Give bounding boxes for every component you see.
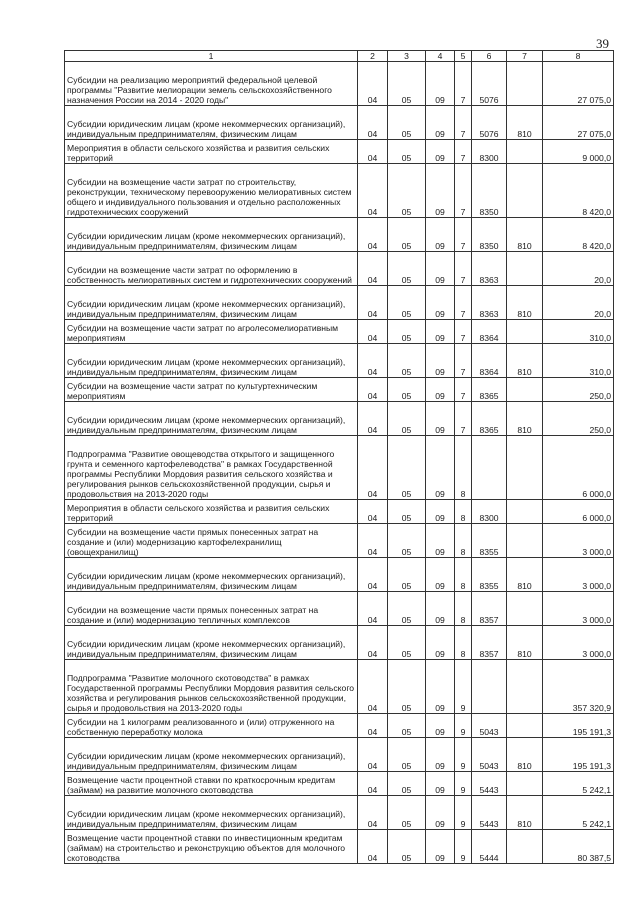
code-cell: 04 bbox=[358, 218, 388, 252]
code-cell: 05 bbox=[388, 524, 426, 558]
code-cell: 04 bbox=[358, 106, 388, 140]
code-cell: 8357 bbox=[472, 592, 507, 626]
code-cell: 04 bbox=[358, 378, 388, 402]
code-cell: 04 bbox=[358, 286, 388, 320]
code-cell: 7 bbox=[455, 252, 472, 286]
code-cell: 09 bbox=[426, 402, 455, 436]
row-name-cell: Мероприятия в области сельского хозяйства и развития сельских территорий bbox=[65, 140, 358, 164]
code-cell: 05 bbox=[388, 344, 426, 378]
table-row bbox=[65, 714, 614, 738]
amount-cell: 310,0 bbox=[543, 320, 614, 344]
code-cell: 7 bbox=[455, 378, 472, 402]
code-cell: 04 bbox=[358, 402, 388, 436]
code-cell: 810 bbox=[507, 796, 543, 830]
table-row bbox=[65, 320, 614, 344]
code-cell bbox=[507, 436, 543, 500]
code-cell: 04 bbox=[358, 500, 388, 524]
code-cell: 04 bbox=[358, 714, 388, 738]
code-cell: 04 bbox=[358, 830, 388, 864]
code-cell: 05 bbox=[388, 402, 426, 436]
code-cell: 05 bbox=[388, 252, 426, 286]
code-cell: 8363 bbox=[472, 252, 507, 286]
code-cell: 09 bbox=[426, 436, 455, 500]
code-cell: 8364 bbox=[472, 344, 507, 378]
code-cell: 9 bbox=[455, 772, 472, 796]
row-name-cell: Субсидии на возмещение части затрат по оформлению в собственность мелиоративных систем и гидротехнических сооружений bbox=[65, 252, 358, 286]
code-cell: 5443 bbox=[472, 796, 507, 830]
code-cell bbox=[507, 500, 543, 524]
row-name-cell: Субсидии юридическим лицам (кроме некоммерческих организаций), индивидуальным предпринимателям, физическим лицам bbox=[65, 218, 358, 252]
code-cell: 04 bbox=[358, 320, 388, 344]
row-name-cell: Субсидии юридическим лицам (кроме некоммерческих организаций), индивидуальным предпринимателям, физическим лицам bbox=[65, 286, 358, 320]
code-cell: 8350 bbox=[472, 218, 507, 252]
code-cell: 05 bbox=[388, 796, 426, 830]
table-row bbox=[65, 592, 614, 626]
code-cell bbox=[507, 830, 543, 864]
code-cell: 09 bbox=[426, 218, 455, 252]
code-cell: 04 bbox=[358, 252, 388, 286]
code-cell: 05 bbox=[388, 286, 426, 320]
code-cell bbox=[507, 140, 543, 164]
code-cell bbox=[507, 252, 543, 286]
code-cell: 8 bbox=[455, 592, 472, 626]
code-cell: 09 bbox=[426, 592, 455, 626]
amount-cell: 27 075,0 bbox=[543, 106, 614, 140]
table-row bbox=[65, 830, 614, 864]
code-cell: 05 bbox=[388, 320, 426, 344]
amount-cell: 3 000,0 bbox=[543, 558, 614, 592]
code-cell: 8357 bbox=[472, 626, 507, 660]
table-row bbox=[65, 660, 614, 714]
code-cell: 7 bbox=[455, 402, 472, 436]
row-name-cell: Субсидии на возмещение части затрат по строительству, реконструкции, техническому перевооружению мелиоративных систем общего и индивидуального пользования и отдельно расположенных гидротехнических сооружений bbox=[65, 164, 358, 218]
table-row bbox=[65, 164, 614, 218]
code-cell: 8364 bbox=[472, 320, 507, 344]
code-cell: 09 bbox=[426, 62, 455, 106]
table-row bbox=[65, 436, 614, 500]
table-row bbox=[65, 524, 614, 558]
code-cell: 05 bbox=[388, 164, 426, 218]
column-header: 6 bbox=[472, 51, 507, 62]
code-cell: 5444 bbox=[472, 830, 507, 864]
code-cell: 05 bbox=[388, 714, 426, 738]
row-name-cell: Субсидии юридическим лицам (кроме некоммерческих организаций), индивидуальным предпринимателям, физическим лицам bbox=[65, 558, 358, 592]
code-cell: 04 bbox=[358, 626, 388, 660]
page-number: 39 bbox=[596, 36, 609, 51]
code-cell: 09 bbox=[426, 558, 455, 592]
row-name-cell: Возмещение части процентной ставки по инвестиционным кредитам (займам) на строительство и реконструкцию объектов для молочного скотоводства bbox=[65, 830, 358, 864]
code-cell: 04 bbox=[358, 592, 388, 626]
code-cell bbox=[507, 592, 543, 626]
code-cell: 810 bbox=[507, 402, 543, 436]
row-name-cell: Субсидии юридическим лицам (кроме некоммерческих организаций), индивидуальным предпринимателям, физическим лицам bbox=[65, 106, 358, 140]
code-cell: 04 bbox=[358, 660, 388, 714]
code-cell: 05 bbox=[388, 738, 426, 772]
code-cell: 7 bbox=[455, 286, 472, 320]
code-cell: 05 bbox=[388, 558, 426, 592]
code-cell: 7 bbox=[455, 106, 472, 140]
amount-cell: 3 000,0 bbox=[543, 592, 614, 626]
code-cell: 09 bbox=[426, 500, 455, 524]
code-cell: 7 bbox=[455, 218, 472, 252]
amount-cell: 9 000,0 bbox=[543, 140, 614, 164]
amount-cell: 3 000,0 bbox=[543, 524, 614, 558]
row-name-cell: Подпрограмма "Развитие овощеводства открытого и защищенного грунта и семенного картофелеводства" в рамках Государственной программы Республики Мордовия развития сельского хозяйства и регулирования рынков сельскохозяйственной продукции, сырья и продовольствия на 2013-2020 годы bbox=[65, 436, 358, 500]
code-cell bbox=[507, 524, 543, 558]
code-cell: 09 bbox=[426, 772, 455, 796]
code-cell: 7 bbox=[455, 344, 472, 378]
code-cell: 04 bbox=[358, 558, 388, 592]
row-name-cell: Субсидии на реализацию мероприятий федеральной целевой программы "Развитие мелиорации земель сельскохозяйственного назначения России на 2014 - 2020 годы" bbox=[65, 62, 358, 106]
amount-cell: 27 075,0 bbox=[543, 62, 614, 106]
table-row bbox=[65, 140, 614, 164]
row-name-cell: Субсидии юридическим лицам (кроме некоммерческих организаций), индивидуальным предпринимателям, физическим лицам bbox=[65, 402, 358, 436]
code-cell: 5443 bbox=[472, 772, 507, 796]
code-cell: 05 bbox=[388, 830, 426, 864]
amount-cell: 6 000,0 bbox=[543, 500, 614, 524]
column-header: 8 bbox=[543, 51, 614, 62]
code-cell: 7 bbox=[455, 320, 472, 344]
code-cell: 05 bbox=[388, 106, 426, 140]
code-cell: 09 bbox=[426, 286, 455, 320]
code-cell: 8 bbox=[455, 524, 472, 558]
code-cell: 7 bbox=[455, 62, 472, 106]
table-row bbox=[65, 62, 614, 106]
row-name-cell: Субсидии на возмещение части прямых понесенных затрат на создание и (или) модернизацию картофелехранилищ (овощехранилищ) bbox=[65, 524, 358, 558]
table-row bbox=[65, 626, 614, 660]
code-cell: 7 bbox=[455, 140, 472, 164]
table-row bbox=[65, 378, 614, 402]
amount-cell: 8 420,0 bbox=[543, 218, 614, 252]
code-cell: 09 bbox=[426, 378, 455, 402]
column-header: 4 bbox=[426, 51, 455, 62]
table-row bbox=[65, 796, 614, 830]
row-name-cell: Субсидии юридическим лицам (кроме некоммерческих организаций), индивидуальным предпринимателям, физическим лицам bbox=[65, 796, 358, 830]
table-row bbox=[65, 218, 614, 252]
code-cell: 05 bbox=[388, 500, 426, 524]
amount-cell: 20,0 bbox=[543, 286, 614, 320]
table-row bbox=[65, 772, 614, 796]
code-cell: 9 bbox=[455, 796, 472, 830]
amount-cell: 250,0 bbox=[543, 378, 614, 402]
code-cell: 09 bbox=[426, 140, 455, 164]
code-cell: 05 bbox=[388, 626, 426, 660]
column-header: 3 bbox=[388, 51, 426, 62]
code-cell: 8355 bbox=[472, 558, 507, 592]
code-cell bbox=[507, 164, 543, 218]
row-name-cell: Субсидии на возмещение части затрат по агролесомелиоративным мероприятиям bbox=[65, 320, 358, 344]
code-cell: 04 bbox=[358, 62, 388, 106]
code-cell: 04 bbox=[358, 344, 388, 378]
amount-cell: 195 191,3 bbox=[543, 738, 614, 772]
code-cell: 9 bbox=[455, 830, 472, 864]
amount-cell: 195 191,3 bbox=[543, 714, 614, 738]
code-cell bbox=[472, 660, 507, 714]
code-cell: 05 bbox=[388, 140, 426, 164]
code-cell: 8300 bbox=[472, 500, 507, 524]
code-cell: 09 bbox=[426, 252, 455, 286]
code-cell: 09 bbox=[426, 524, 455, 558]
column-header: 7 bbox=[507, 51, 543, 62]
code-cell: 7 bbox=[455, 164, 472, 218]
amount-cell: 5 242,1 bbox=[543, 772, 614, 796]
code-cell: 04 bbox=[358, 164, 388, 218]
code-cell: 09 bbox=[426, 344, 455, 378]
code-cell bbox=[507, 772, 543, 796]
code-cell: 05 bbox=[388, 772, 426, 796]
table-row bbox=[65, 344, 614, 378]
code-cell bbox=[507, 714, 543, 738]
table-row bbox=[65, 558, 614, 592]
code-cell: 09 bbox=[426, 320, 455, 344]
code-cell: 09 bbox=[426, 106, 455, 140]
amount-cell: 310,0 bbox=[543, 344, 614, 378]
code-cell: 5076 bbox=[472, 62, 507, 106]
code-cell: 810 bbox=[507, 344, 543, 378]
table-header-row bbox=[65, 51, 614, 62]
code-cell: 810 bbox=[507, 106, 543, 140]
amount-cell: 80 387,5 bbox=[543, 830, 614, 864]
table-row bbox=[65, 738, 614, 772]
code-cell: 09 bbox=[426, 830, 455, 864]
code-cell: 5043 bbox=[472, 714, 507, 738]
amount-cell: 6 000,0 bbox=[543, 436, 614, 500]
code-cell: 04 bbox=[358, 772, 388, 796]
table-row bbox=[65, 500, 614, 524]
code-cell: 09 bbox=[426, 714, 455, 738]
code-cell: 04 bbox=[358, 436, 388, 500]
row-name-cell: Субсидии юридическим лицам (кроме некоммерческих организаций), индивидуальным предпринимателям, физическим лицам bbox=[65, 738, 358, 772]
row-name-cell: Субсидии на 1 килограмм реализованного и (или) отгруженного на собственную переработку молока bbox=[65, 714, 358, 738]
code-cell: 8350 bbox=[472, 164, 507, 218]
amount-cell: 250,0 bbox=[543, 402, 614, 436]
code-cell bbox=[507, 378, 543, 402]
code-cell bbox=[507, 660, 543, 714]
code-cell: 810 bbox=[507, 286, 543, 320]
code-cell: 5043 bbox=[472, 738, 507, 772]
code-cell: 09 bbox=[426, 660, 455, 714]
code-cell: 04 bbox=[358, 140, 388, 164]
code-cell: 09 bbox=[426, 796, 455, 830]
row-name-cell: Мероприятия в области сельского хозяйства и развития сельских территорий bbox=[65, 500, 358, 524]
code-cell: 09 bbox=[426, 738, 455, 772]
table-body bbox=[65, 62, 614, 864]
code-cell: 05 bbox=[388, 592, 426, 626]
amount-cell: 8 420,0 bbox=[543, 164, 614, 218]
amount-cell: 3 000,0 bbox=[543, 626, 614, 660]
row-name-cell: Субсидии на возмещение части прямых понесенных затрат на создание и (или) модернизацию тепличных комплексов bbox=[65, 592, 358, 626]
code-cell: 09 bbox=[426, 164, 455, 218]
table-row bbox=[65, 252, 614, 286]
row-name-cell: Субсидии юридическим лицам (кроме некоммерческих организаций), индивидуальным предпринимателям, физическим лицам bbox=[65, 626, 358, 660]
table-row bbox=[65, 402, 614, 436]
code-cell: 9 bbox=[455, 738, 472, 772]
code-cell: 05 bbox=[388, 378, 426, 402]
code-cell: 810 bbox=[507, 626, 543, 660]
code-cell: 9 bbox=[455, 660, 472, 714]
code-cell: 5076 bbox=[472, 106, 507, 140]
code-cell: 8300 bbox=[472, 140, 507, 164]
table-row bbox=[65, 286, 614, 320]
amount-cell: 357 320,9 bbox=[543, 660, 614, 714]
row-name-cell: Субсидии юридическим лицам (кроме некоммерческих организаций), индивидуальным предпринимателям, физическим лицам bbox=[65, 344, 358, 378]
budget-table bbox=[64, 50, 614, 864]
column-header: 5 bbox=[455, 51, 472, 62]
code-cell: 09 bbox=[426, 626, 455, 660]
column-header: 2 bbox=[358, 51, 388, 62]
code-cell: 8 bbox=[455, 558, 472, 592]
code-cell: 8355 bbox=[472, 524, 507, 558]
row-name-cell: Субсидии на возмещение части затрат по культуртехническим мероприятиям bbox=[65, 378, 358, 402]
code-cell: 810 bbox=[507, 218, 543, 252]
amount-cell: 5 242,1 bbox=[543, 796, 614, 830]
code-cell: 8 bbox=[455, 436, 472, 500]
code-cell bbox=[507, 62, 543, 106]
code-cell: 8363 bbox=[472, 286, 507, 320]
row-name-cell: Возмещение части процентной ставки по краткосрочным кредитам (займам) на развитие молочного скотоводства bbox=[65, 772, 358, 796]
code-cell: 04 bbox=[358, 796, 388, 830]
code-cell bbox=[507, 320, 543, 344]
code-cell: 8 bbox=[455, 500, 472, 524]
code-cell: 05 bbox=[388, 660, 426, 714]
table-row bbox=[65, 106, 614, 140]
code-cell: 05 bbox=[388, 218, 426, 252]
column-header: 1 bbox=[65, 51, 358, 62]
code-cell: 04 bbox=[358, 738, 388, 772]
code-cell: 8365 bbox=[472, 402, 507, 436]
row-name-cell: Подпрограмма "Развитие молочного скотоводства" в рамках Государственной программы Республики Мордовия развития сельского хозяйства и регулирования рынков сельскохозяйственной продукции, сырья и продовольствия на 2013-2020 годы bbox=[65, 660, 358, 714]
code-cell: 8365 bbox=[472, 378, 507, 402]
code-cell: 810 bbox=[507, 738, 543, 772]
amount-cell: 20,0 bbox=[543, 252, 614, 286]
code-cell bbox=[472, 436, 507, 500]
code-cell: 04 bbox=[358, 524, 388, 558]
code-cell: 9 bbox=[455, 714, 472, 738]
code-cell: 05 bbox=[388, 62, 426, 106]
code-cell: 8 bbox=[455, 626, 472, 660]
code-cell: 810 bbox=[507, 558, 543, 592]
code-cell: 05 bbox=[388, 436, 426, 500]
